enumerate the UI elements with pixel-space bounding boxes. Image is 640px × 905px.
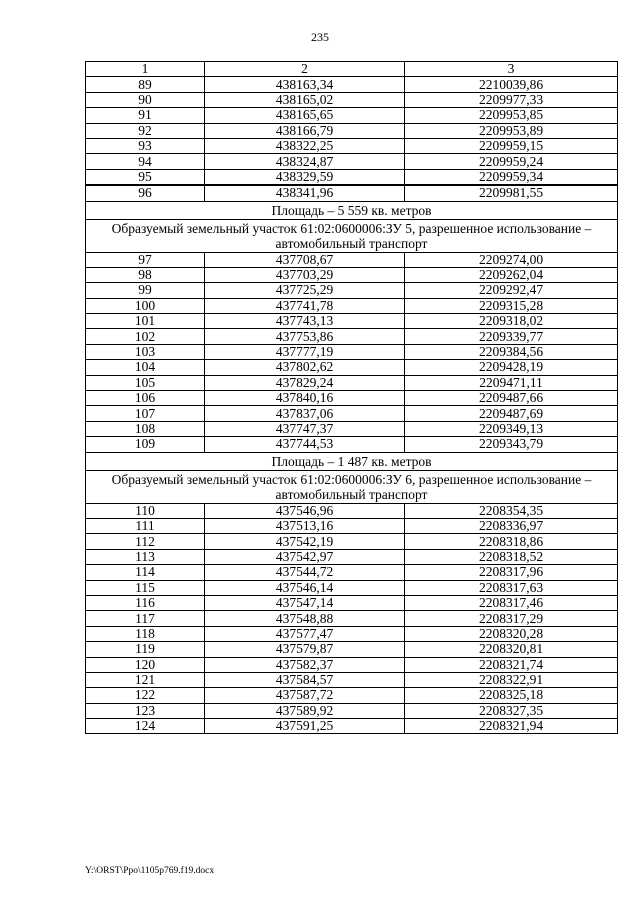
point-number: 116	[86, 595, 205, 610]
coord-x: 437587,72	[205, 688, 405, 703]
table-row	[86, 283, 618, 298]
table-row	[86, 154, 618, 169]
point-number: 95	[86, 169, 205, 185]
point-number: 96	[86, 185, 205, 201]
coord-y: 2208317,46	[405, 595, 618, 610]
coord-y: 2208321,94	[405, 719, 618, 734]
coord-y: 2209959,24	[405, 154, 618, 169]
table-row	[86, 719, 618, 734]
coord-x: 437582,37	[205, 657, 405, 672]
table-row	[86, 77, 618, 92]
coord-y: 2209292,47	[405, 283, 618, 298]
coord-x: 438322,25	[205, 138, 405, 153]
coord-y: 2209487,69	[405, 406, 618, 421]
table-row	[86, 314, 618, 329]
footer-file-path: Y:\ORST\Ppo\1105p769.f19.docx	[85, 866, 215, 876]
coord-x: 437703,29	[205, 267, 405, 282]
parcel-heading-zu5: Образуемый земельный участок 61:02:0600006:ЗУ 5, разрешенное использование – автомобильный транспорт	[86, 219, 618, 252]
coord-x: 437547,14	[205, 595, 405, 610]
coord-x: 437741,78	[205, 298, 405, 313]
coord-y: 2209315,28	[405, 298, 618, 313]
table-row	[86, 252, 618, 267]
coord-y: 2209959,34	[405, 169, 618, 185]
area-label-zu4: Площадь – 5 559 кв. метров	[86, 201, 618, 219]
coord-x: 437546,14	[205, 580, 405, 595]
coord-y: 2209953,85	[405, 108, 618, 123]
table-row	[86, 169, 618, 185]
point-number: 89	[86, 77, 205, 92]
table-row	[86, 108, 618, 123]
table-row	[86, 329, 618, 344]
coord-x: 437548,88	[205, 611, 405, 626]
point-number: 107	[86, 406, 205, 421]
table-row	[86, 672, 618, 687]
coord-x: 437840,16	[205, 391, 405, 406]
coord-x: 437725,29	[205, 283, 405, 298]
area-label-zu5: Площадь – 1 487 кв. метров	[86, 452, 618, 470]
point-number: 97	[86, 252, 205, 267]
coord-y: 2208320,28	[405, 626, 618, 641]
coord-x: 437542,97	[205, 549, 405, 564]
coord-y: 2208322,91	[405, 672, 618, 687]
coordinates-table	[85, 61, 618, 734]
coord-x: 437546,96	[205, 503, 405, 518]
coord-x: 437544,72	[205, 565, 405, 580]
coord-x: 438165,02	[205, 92, 405, 107]
coord-y: 2209953,89	[405, 123, 618, 138]
coord-y: 2208318,52	[405, 549, 618, 564]
point-number: 90	[86, 92, 205, 107]
coord-y: 2209384,56	[405, 344, 618, 359]
point-number: 100	[86, 298, 205, 313]
table-row	[86, 503, 618, 518]
table-row	[86, 518, 618, 533]
coord-x: 437802,62	[205, 360, 405, 375]
table-row	[86, 580, 618, 595]
coord-y: 2208327,35	[405, 703, 618, 718]
table-row	[86, 344, 618, 359]
point-number: 111	[86, 518, 205, 533]
point-number: 115	[86, 580, 205, 595]
column-header-1: 1	[86, 62, 205, 77]
parcel-row-zu6	[86, 470, 618, 503]
point-number: 120	[86, 657, 205, 672]
point-number: 118	[86, 626, 205, 641]
coord-y: 2209981,55	[405, 185, 618, 201]
point-number: 108	[86, 421, 205, 436]
coord-x: 437708,67	[205, 252, 405, 267]
coord-y: 2209343,79	[405, 437, 618, 452]
point-number: 117	[86, 611, 205, 626]
table-row	[86, 421, 618, 436]
point-number: 123	[86, 703, 205, 718]
coord-x: 437542,19	[205, 534, 405, 549]
table-row	[86, 406, 618, 421]
point-number: 109	[86, 437, 205, 452]
coord-x: 437753,86	[205, 329, 405, 344]
table-row	[86, 626, 618, 641]
coord-x: 437577,47	[205, 626, 405, 641]
coord-x: 438329,59	[205, 169, 405, 185]
point-number: 119	[86, 642, 205, 657]
table-row	[86, 595, 618, 610]
coord-x: 437743,13	[205, 314, 405, 329]
coord-y: 2209487,66	[405, 391, 618, 406]
point-number: 102	[86, 329, 205, 344]
coord-x: 437744,53	[205, 437, 405, 452]
coord-x: 437579,87	[205, 642, 405, 657]
table-row	[86, 391, 618, 406]
area-row-1	[86, 201, 618, 219]
coord-y: 2209471,11	[405, 375, 618, 390]
point-number: 104	[86, 360, 205, 375]
coord-y: 2209318,02	[405, 314, 618, 329]
point-number: 112	[86, 534, 205, 549]
coord-y: 2208317,96	[405, 565, 618, 580]
point-number: 106	[86, 391, 205, 406]
table-row	[86, 703, 618, 718]
table-row	[86, 657, 618, 672]
parcel-row-zu5	[86, 219, 618, 252]
coord-y: 2210039,86	[405, 77, 618, 92]
coord-y: 2208318,86	[405, 534, 618, 549]
point-number: 122	[86, 688, 205, 703]
coord-y: 2209977,33	[405, 92, 618, 107]
point-number: 101	[86, 314, 205, 329]
coord-y: 2208336,97	[405, 518, 618, 533]
point-number: 92	[86, 123, 205, 138]
point-number: 105	[86, 375, 205, 390]
column-header-3: 3	[405, 62, 618, 77]
coord-y: 2208317,63	[405, 580, 618, 595]
table-row	[86, 549, 618, 564]
coord-y: 2209959,15	[405, 138, 618, 153]
point-number: 91	[86, 108, 205, 123]
parcel-heading-zu6: Образуемый земельный участок 61:02:0600006:ЗУ 6, разрешенное использование – автомобильный транспорт	[86, 470, 618, 503]
coordinates-table-body	[86, 62, 618, 734]
table-row	[86, 642, 618, 657]
coord-x: 437591,25	[205, 719, 405, 734]
table-row	[86, 611, 618, 626]
table-row	[86, 565, 618, 580]
coord-y: 2209339,77	[405, 329, 618, 344]
coord-y: 2208320,81	[405, 642, 618, 657]
point-number: 103	[86, 344, 205, 359]
coord-x: 437584,57	[205, 672, 405, 687]
coord-x: 438163,34	[205, 77, 405, 92]
point-number: 121	[86, 672, 205, 687]
table-row	[86, 437, 618, 452]
table-row	[86, 92, 618, 107]
table-row	[86, 185, 618, 201]
coord-x: 437829,24	[205, 375, 405, 390]
point-number: 99	[86, 283, 205, 298]
point-number: 110	[86, 503, 205, 518]
point-number: 98	[86, 267, 205, 282]
column-header-2: 2	[205, 62, 405, 77]
table-header-row	[86, 62, 618, 77]
coord-x: 438341,96	[205, 185, 405, 201]
coord-x: 438166,79	[205, 123, 405, 138]
coord-x: 437513,16	[205, 518, 405, 533]
coord-x: 437747,37	[205, 421, 405, 436]
coord-y: 2209349,13	[405, 421, 618, 436]
point-number: 114	[86, 565, 205, 580]
table-row	[86, 360, 618, 375]
point-number: 113	[86, 549, 205, 564]
coord-y: 2209262,04	[405, 267, 618, 282]
coord-x: 437589,92	[205, 703, 405, 718]
coord-y: 2209428,19	[405, 360, 618, 375]
coord-x: 438324,87	[205, 154, 405, 169]
coord-x: 437777,19	[205, 344, 405, 359]
coord-y: 2208317,29	[405, 611, 618, 626]
area-row-2	[86, 452, 618, 470]
coord-x: 438165,65	[205, 108, 405, 123]
page-number: 235	[311, 30, 329, 44]
point-number: 93	[86, 138, 205, 153]
table-row	[86, 534, 618, 549]
point-number: 94	[86, 154, 205, 169]
table-row	[86, 688, 618, 703]
coord-y: 2208354,35	[405, 503, 618, 518]
table-row	[86, 138, 618, 153]
table-row	[86, 267, 618, 282]
table-row	[86, 298, 618, 313]
coord-y: 2209274,00	[405, 252, 618, 267]
table-row	[86, 375, 618, 390]
table-row	[86, 123, 618, 138]
point-number: 124	[86, 719, 205, 734]
coord-y: 2208325,18	[405, 688, 618, 703]
coord-y: 2208321,74	[405, 657, 618, 672]
coord-x: 437837,06	[205, 406, 405, 421]
